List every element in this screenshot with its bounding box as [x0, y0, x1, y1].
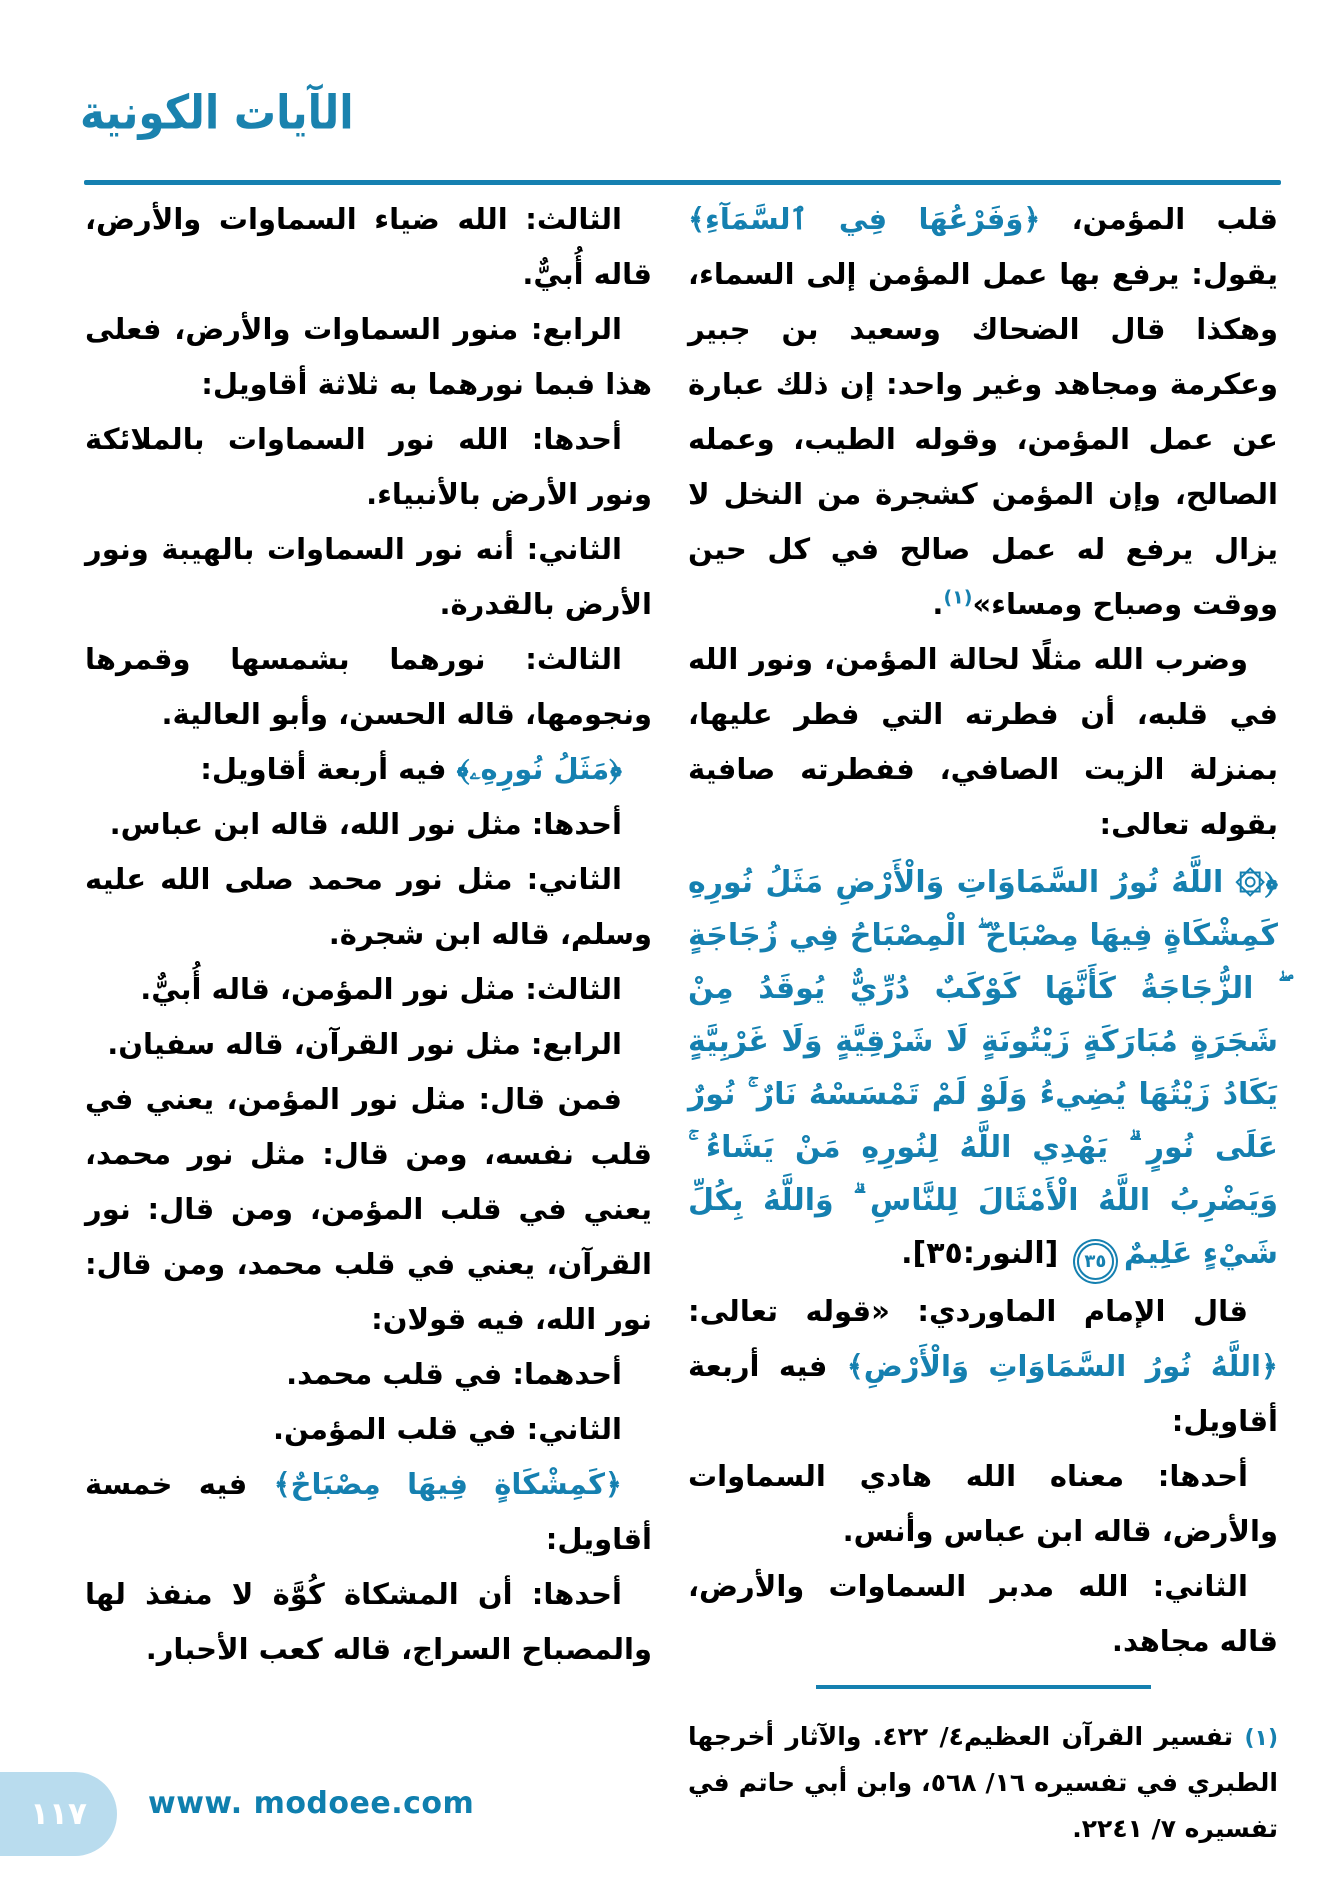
footnote-text: تفسير القرآن العظيم٤/ ٤٢٢. والآثار أخرجها الطبري في تفسيره ١٦/ ٥٦٨، وابن أبي حاتم في تفسيره ٧/ ٢٢٤١. — [688, 1722, 1278, 1843]
body-text: أحدها: أن المشكاة كُوَّة لا منفذ لها والمصباح السراج، قاله كعب الأحبار. — [85, 1577, 652, 1666]
paragraph — [85, 632, 652, 742]
left-text-column — [85, 192, 652, 1677]
paragraph — [688, 632, 1278, 852]
paragraph — [85, 962, 652, 1017]
quran-quote: ﴿مَثَلُ نُورِهِۦ﴾ — [456, 752, 622, 786]
paragraph — [85, 522, 652, 632]
body-text: فمن قال: مثل نور المؤمن، يعني في قلب نفسه، ومن قال: مثل نور محمد، يعني في قلب المؤمن، ومن قال: نور القرآن، يعني في قلب محمد، ومن قال: نور الله، فيه قولان: — [85, 1082, 652, 1336]
body-text: . — [932, 587, 944, 621]
footnote — [688, 1714, 1278, 1852]
body-text: الثالث: مثل نور المؤمن، قاله أُبيٌّ. — [140, 972, 622, 1006]
paragraph — [85, 1457, 652, 1567]
body-text: أحدها: معناه الله هادي السماوات والأرض، قاله ابن عباس وأنس. — [688, 1459, 1278, 1548]
paragraph — [85, 1072, 652, 1347]
paragraph — [688, 1449, 1278, 1559]
paragraph — [85, 1347, 652, 1402]
page-number: ١١٧ — [30, 1796, 87, 1832]
website-url: www. modoee.com — [148, 1786, 475, 1821]
paragraph — [85, 1402, 652, 1457]
quran-quote: ﴿كَمِشْكَاةٍ فِيهَا مِصْبَاحٌ﴾ — [273, 1467, 622, 1501]
body-text: أحدهما: في قلب محمد. — [286, 1357, 622, 1391]
paragraph — [85, 302, 652, 412]
paragraph — [85, 852, 652, 962]
body-text: الرابع: منور السماوات والأرض، فعلى هذا فبما نورهما به ثلاثة أقاويل: — [85, 312, 652, 401]
body-text: يقول: يرفع بها عمل المؤمن إلى السماء، وهكذا قال الضحاك وسعيد بن جبير وعكرمة ومجاهد وغير واحد: إن ذلك عبارة عن عمل المؤمن، وقوله الطيب، وعمله الصالح، وإن المؤمن كشجرة من النخل لا يزال يرفع له عمل صالح في كل حين ووقت وصباح ومساء» — [688, 257, 1278, 621]
body-text: الرابع: مثل نور القرآن، قاله سفيان. — [107, 1027, 622, 1061]
paragraph — [688, 1559, 1278, 1669]
quran-quote: ﴿وَفَرْعُهَا فِي ٱلسَّمَآءِ﴾ — [688, 202, 1041, 236]
body-text: أحدها: الله نور السماوات بالملائكة ونور الأرض بالأنبياء. — [85, 422, 652, 511]
paragraph — [688, 192, 1278, 632]
body-text: فيه خمسة أقاويل: — [85, 1467, 652, 1556]
quran-quote: ﴿اللَّهُ نُورُ السَّمَاوَاتِ وَالْأَرْضِ﴾ — [846, 1349, 1278, 1383]
footnote-ref-marker: (١) — [943, 586, 973, 609]
aya-number-badge: ٣٥ — [1077, 1243, 1114, 1280]
body-text: فيه أربعة أقاويل: — [200, 752, 457, 786]
paragraph — [85, 192, 652, 302]
body-text: [النور:٣٥]. — [901, 1236, 1069, 1271]
body-text: الثالث: نورهما بشمسها وقمرها ونجومها، قاله الحسن، وأبو العالية. — [85, 642, 652, 731]
footnote-ref-marker: (١) — [1244, 1726, 1279, 1751]
body-text: فيه أربعة أقاويل: — [688, 1349, 1278, 1438]
paragraph — [85, 1567, 652, 1677]
body-text: الثاني: الله مدبر السماوات والأرض، قاله مجاهد. — [688, 1569, 1278, 1658]
right-text-column — [688, 192, 1278, 1877]
body-text: الثاني: أنه نور السماوات بالهيبة ونور الأرض بالقدرة. — [85, 532, 652, 621]
page-number-pill — [0, 1772, 117, 1856]
paragraph — [85, 742, 652, 797]
header-divider — [84, 180, 1281, 185]
chapter-title: الآيات الكونية — [80, 85, 354, 140]
paragraph — [85, 797, 652, 852]
body-text: أحدها: مثل نور الله، قاله ابن عباس. — [109, 807, 622, 841]
body-text: الثاني: مثل نور محمد صلى الله عليه وسلم، قاله ابن شجرة. — [85, 862, 652, 951]
quran-verse-block — [688, 856, 1278, 1280]
paragraph — [85, 412, 652, 522]
paragraph — [85, 1017, 652, 1072]
footnote-divider — [816, 1685, 1151, 1689]
body-text: الثاني: في قلب المؤمن. — [272, 1412, 622, 1446]
body-text: قلب المؤمن، — [1040, 202, 1278, 236]
body-text: قال الإمام الماوردي: «قوله تعالى: — [688, 1294, 1248, 1328]
quran-quote: ﴿۞ اللَّهُ نُورُ السَّمَاوَاتِ وَالْأَرْضِ مَثَلُ نُورِهِ كَمِشْكَاةٍ فِيهَا مِصْبَاحٌ ۖ الْمِصْبَاحُ فِي زُجَاجَةٍ ۖ الزُّجَاجَةُ كَأَنَّهَا كَوْكَبٌ دُرِّيٌّ يُوقَدُ مِنْ شَجَرَةٍ مُبَارَكَةٍ زَيْتُونَةٍ لَا شَرْقِيَّةٍ وَلَا غَرْبِيَّةٍ يَكَادُ زَيْتُهَا يُضِيءُ وَلَوْ لَمْ تَمْسَسْهُ نَارٌ ۚ نُورٌ عَلَى نُورٍ ۗ يَهْدِي اللَّهُ لِنُورِهِ مَنْ يَشَاءُ ۚ وَيَضْرِبُ اللَّهُ الْأَمْثَالَ لِلنَّاسِ ۗ وَاللَّهُ بِكُلِّ شَيْءٍ عَلِيمٌ — [688, 865, 1278, 1271]
paragraph — [688, 1284, 1278, 1449]
body-text: وضرب الله مثلًا لحالة المؤمن، ونور الله في قلبه، أن فطرته التي فطر عليها، بمنزلة الزيت الصافي، ففطرته صافية بقوله تعالى: — [688, 642, 1278, 841]
body-text: الثالث: الله ضياء السماوات والأرض، قاله أُبيٌّ. — [85, 202, 652, 291]
